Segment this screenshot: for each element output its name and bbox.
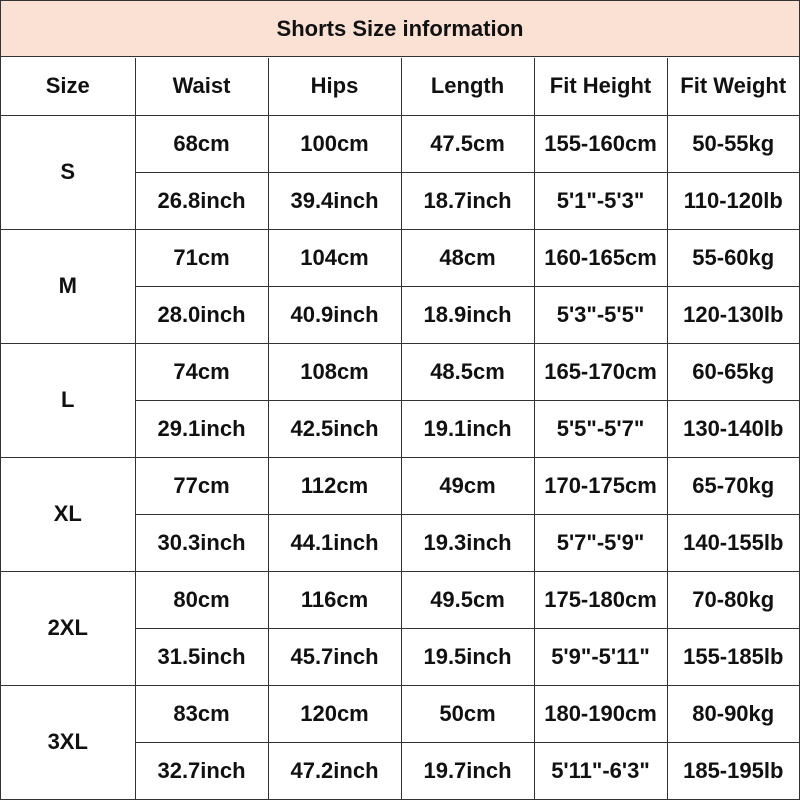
measurement-cm-cell: 70-80kg xyxy=(667,571,799,628)
column-header-hips: Hips xyxy=(268,58,401,115)
measurement-cm-cell: 48.5cm xyxy=(401,343,534,400)
measurement-cm-cell: 74cm xyxy=(135,343,268,400)
measurement-inch-cell: 40.9inch xyxy=(268,286,401,343)
measurement-inch-cell: 5'5"-5'7" xyxy=(534,400,667,457)
table-row-cm xyxy=(1,457,799,514)
measurement-cm-cell: 48cm xyxy=(401,229,534,286)
column-header-fit-weight: Fit Weight xyxy=(667,58,799,115)
measurement-inch-cell: 155-185lb xyxy=(667,628,799,685)
measurement-cm-cell: 108cm xyxy=(268,343,401,400)
measurement-inch-cell: 31.5inch xyxy=(135,628,268,685)
column-header-fit-height: Fit Height xyxy=(534,58,667,115)
measurement-cm-cell: 170-175cm xyxy=(534,457,667,514)
table-row-cm xyxy=(1,229,799,286)
measurement-inch-cell: 18.9inch xyxy=(401,286,534,343)
measurement-inch-cell: 120-130lb xyxy=(667,286,799,343)
measurement-cm-cell: 65-70kg xyxy=(667,457,799,514)
column-header-size: Size xyxy=(1,58,135,115)
measurement-inch-cell: 130-140lb xyxy=(667,400,799,457)
measurement-cm-cell: 68cm xyxy=(135,115,268,172)
header-row xyxy=(1,58,799,115)
measurement-inch-cell: 28.0inch xyxy=(135,286,268,343)
size-label: 2XL xyxy=(1,571,135,685)
size-label: XL xyxy=(1,457,135,571)
measurement-inch-cell: 19.3inch xyxy=(401,514,534,571)
measurement-inch-cell: 18.7inch xyxy=(401,172,534,229)
measurement-cm-cell: 165-170cm xyxy=(534,343,667,400)
measurement-inch-cell: 5'9"-5'11" xyxy=(534,628,667,685)
table-row-cm xyxy=(1,685,799,742)
measurement-inch-cell: 19.1inch xyxy=(401,400,534,457)
measurement-cm-cell: 175-180cm xyxy=(534,571,667,628)
measurement-inch-cell: 110-120lb xyxy=(667,172,799,229)
table-row-cm xyxy=(1,115,799,172)
measurement-inch-cell: 5'3"-5'5" xyxy=(534,286,667,343)
measurement-inch-cell: 32.7inch xyxy=(135,742,268,799)
measurement-cm-cell: 50cm xyxy=(401,685,534,742)
measurement-cm-cell: 47.5cm xyxy=(401,115,534,172)
measurement-inch-cell: 19.5inch xyxy=(401,628,534,685)
size-label: S xyxy=(1,115,135,229)
measurement-cm-cell: 100cm xyxy=(268,115,401,172)
measurement-cm-cell: 104cm xyxy=(268,229,401,286)
measurement-inch-cell: 39.4inch xyxy=(268,172,401,229)
measurement-cm-cell: 55-60kg xyxy=(667,229,799,286)
size-table xyxy=(1,58,799,799)
measurement-inch-cell: 47.2inch xyxy=(268,742,401,799)
column-header-length: Length xyxy=(401,58,534,115)
measurement-cm-cell: 83cm xyxy=(135,685,268,742)
measurement-cm-cell: 155-160cm xyxy=(534,115,667,172)
measurement-inch-cell: 5'11"-6'3" xyxy=(534,742,667,799)
measurement-inch-cell: 30.3inch xyxy=(135,514,268,571)
measurement-inch-cell: 5'7"-5'9" xyxy=(534,514,667,571)
measurement-inch-cell: 19.7inch xyxy=(401,742,534,799)
measurement-cm-cell: 77cm xyxy=(135,457,268,514)
size-label: M xyxy=(1,229,135,343)
measurement-inch-cell: 45.7inch xyxy=(268,628,401,685)
measurement-cm-cell: 49cm xyxy=(401,457,534,514)
measurement-cm-cell: 50-55kg xyxy=(667,115,799,172)
table-row-cm xyxy=(1,343,799,400)
measurement-cm-cell: 60-65kg xyxy=(667,343,799,400)
measurement-cm-cell: 160-165cm xyxy=(534,229,667,286)
measurement-inch-cell: 185-195lb xyxy=(667,742,799,799)
measurement-inch-cell: 42.5inch xyxy=(268,400,401,457)
table-row-cm xyxy=(1,571,799,628)
table-body xyxy=(1,115,799,799)
measurement-cm-cell: 71cm xyxy=(135,229,268,286)
size-label: 3XL xyxy=(1,685,135,799)
measurement-inch-cell: 29.1inch xyxy=(135,400,268,457)
measurement-cm-cell: 116cm xyxy=(268,571,401,628)
measurement-cm-cell: 180-190cm xyxy=(534,685,667,742)
measurement-inch-cell: 26.8inch xyxy=(135,172,268,229)
measurement-cm-cell: 80-90kg xyxy=(667,685,799,742)
measurement-inch-cell: 140-155lb xyxy=(667,514,799,571)
measurement-inch-cell: 44.1inch xyxy=(268,514,401,571)
table-header xyxy=(1,58,799,115)
size-label: L xyxy=(1,343,135,457)
chart-title: Shorts Size information xyxy=(1,1,799,57)
measurement-cm-cell: 80cm xyxy=(135,571,268,628)
measurement-cm-cell: 49.5cm xyxy=(401,571,534,628)
measurement-inch-cell: 5'1"-5'3" xyxy=(534,172,667,229)
measurement-cm-cell: 120cm xyxy=(268,685,401,742)
measurement-cm-cell: 112cm xyxy=(268,457,401,514)
column-header-waist: Waist xyxy=(135,58,268,115)
